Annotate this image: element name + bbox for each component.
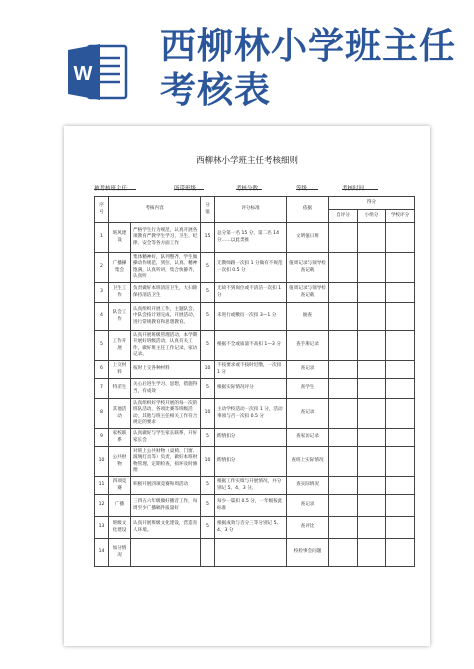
table-row bbox=[95, 253, 415, 283]
row-standard: 不按要求或不按时迟缴，一次扣 1 分 bbox=[215, 361, 287, 379]
row-basis: 抽查 bbox=[287, 303, 329, 331]
table-row bbox=[95, 361, 415, 379]
row-self-score[interactable] bbox=[329, 517, 358, 539]
time-field[interactable] bbox=[342, 184, 378, 190]
row-group-score[interactable] bbox=[358, 477, 386, 495]
table-row bbox=[95, 539, 415, 567]
row-self-score[interactable] bbox=[329, 429, 358, 447]
row-standard: 酌情扣分 bbox=[215, 429, 287, 447]
row-number: 10 bbox=[95, 447, 109, 477]
row-basis: 文明值日班 bbox=[287, 223, 329, 253]
row-self-score[interactable] bbox=[329, 477, 358, 495]
row-standard: 酌情扣分 bbox=[215, 447, 287, 477]
row-number: 8 bbox=[95, 399, 109, 429]
table-row bbox=[95, 517, 415, 539]
row-points: 5 bbox=[201, 283, 215, 303]
row-group-score[interactable] bbox=[358, 303, 386, 331]
table-row bbox=[95, 429, 415, 447]
row-school-score[interactable] bbox=[386, 495, 415, 517]
row-item: 家校联系 bbox=[109, 429, 131, 447]
row-self-score[interactable] bbox=[329, 303, 358, 331]
time-label: 考核时间 bbox=[342, 186, 365, 192]
row-number: 1 bbox=[95, 223, 109, 253]
row-points: 5 bbox=[201, 517, 215, 539]
row-standard bbox=[215, 539, 287, 567]
row-number: 7 bbox=[95, 379, 109, 399]
row-number: 9 bbox=[95, 429, 109, 447]
row-item: 广播 bbox=[109, 495, 131, 517]
row-item: 特差生 bbox=[109, 379, 131, 399]
row-standard: 无故不到岗位或不清洁一次扣 1 分 bbox=[215, 283, 287, 303]
row-item: 公共财物 bbox=[109, 447, 131, 477]
row-standard: 主动学校活动一次扣 1 分，活动事项与否一次扣 0.5 分 bbox=[215, 399, 287, 429]
banner bbox=[0, 0, 474, 122]
row-basis: 值周记录与领导检查记载 bbox=[287, 283, 329, 303]
row-item: 工作开展 bbox=[109, 331, 131, 361]
header-no: 序号 bbox=[95, 197, 109, 223]
row-standard: 未进行或敷衍一次扣 3—1 分 bbox=[215, 303, 287, 331]
class-field[interactable] bbox=[174, 184, 204, 190]
row-number: 12 bbox=[95, 495, 109, 517]
row-self-score[interactable] bbox=[329, 361, 358, 379]
row-standard: 根据不全或质量不高扣 1—3 分 bbox=[215, 331, 287, 361]
table-row bbox=[95, 477, 415, 495]
row-content bbox=[131, 539, 201, 567]
row-points: 5 bbox=[201, 303, 215, 331]
row-basis: 查家访记录 bbox=[287, 429, 329, 447]
row-group-score[interactable] bbox=[358, 253, 386, 283]
row-item: 班级文化建设 bbox=[109, 517, 131, 539]
banner-title: 西柳林小学班主任考核表 bbox=[160, 25, 457, 111]
row-number: 2 bbox=[95, 253, 109, 283]
row-item: 其他活动 bbox=[109, 399, 131, 429]
row-content: 积极开展四项竞赛和周活动 bbox=[131, 477, 201, 495]
row-number: 11 bbox=[95, 477, 109, 495]
row-self-score[interactable] bbox=[329, 495, 358, 517]
row-standard: 无教师跟一次扣 1 分做有不规范一次扣 0.5 分 bbox=[215, 253, 287, 283]
row-content: 认真组织好学校开展的每一次的班队活动，各项比赛等班级活动，其他与班主任相关工作符合规定的要求 bbox=[131, 399, 201, 429]
row-school-score[interactable] bbox=[386, 447, 415, 477]
teacher-field[interactable] bbox=[94, 184, 136, 190]
header-content: 考核内容 bbox=[109, 197, 201, 223]
row-group-score[interactable] bbox=[358, 539, 386, 567]
row-basis: 查实际情况 bbox=[287, 477, 329, 495]
row-school-score[interactable] bbox=[386, 331, 415, 361]
row-group-score[interactable] bbox=[358, 223, 386, 253]
row-basis: 查手册记录 bbox=[287, 331, 329, 361]
row-self-score[interactable] bbox=[329, 447, 358, 477]
header-self-score: 自评分 bbox=[329, 210, 358, 223]
meta-row bbox=[94, 184, 414, 196]
row-number: 13 bbox=[95, 517, 109, 539]
row-content: 按时上交各种材料 bbox=[131, 361, 201, 379]
row-school-score[interactable] bbox=[386, 379, 415, 399]
row-school-score[interactable] bbox=[386, 429, 415, 447]
row-group-score[interactable] bbox=[358, 283, 386, 303]
score-label: 考核分数 bbox=[236, 186, 259, 192]
row-group-score[interactable] bbox=[358, 361, 386, 379]
row-basis: 值周记录与领导检查记载 bbox=[287, 253, 329, 283]
row-basis: 查记录 bbox=[287, 361, 329, 379]
row-group-score[interactable] bbox=[358, 447, 386, 477]
header-group-score: 小组分 bbox=[358, 210, 386, 223]
row-self-score[interactable] bbox=[329, 283, 358, 303]
row-school-score[interactable] bbox=[386, 223, 415, 253]
header-standard: 评分标准 bbox=[215, 197, 287, 223]
row-item: 班风建设 bbox=[109, 223, 131, 253]
table-header-row bbox=[95, 197, 415, 210]
row-points: 10 bbox=[201, 447, 215, 477]
assessment-table bbox=[94, 196, 415, 567]
row-basis: 查评比 bbox=[287, 517, 329, 539]
row-school-score[interactable] bbox=[386, 477, 415, 495]
row-content: 严格学生行为规范，认真开展各项教育严教学生学习，卫生、纪律、安全等各方面工作 bbox=[131, 223, 201, 253]
row-number: 6 bbox=[95, 361, 109, 379]
row-self-score[interactable] bbox=[329, 379, 358, 399]
row-group-score[interactable] bbox=[358, 399, 386, 429]
row-points: 5 bbox=[201, 495, 215, 517]
row-number: 4 bbox=[95, 303, 109, 331]
row-number: 5 bbox=[95, 331, 109, 361]
row-self-score[interactable] bbox=[329, 539, 358, 567]
table-row bbox=[95, 331, 415, 361]
row-content: 负责做好本班清洁卫生，大扫除保持清洁卫生 bbox=[131, 283, 201, 303]
row-group-score[interactable] bbox=[358, 331, 386, 361]
row-self-score[interactable] bbox=[329, 253, 358, 283]
header-school-score: 学校评分 bbox=[386, 210, 415, 223]
table-row bbox=[95, 399, 415, 429]
row-basis: 查班上实际情况 bbox=[287, 447, 329, 477]
table-row bbox=[95, 283, 415, 303]
row-points: 5 bbox=[201, 477, 215, 495]
table-row bbox=[95, 223, 415, 253]
grade-label: 等级 bbox=[296, 186, 308, 192]
row-item: 四项竞赛 bbox=[109, 477, 131, 495]
row-item: 卫生工作 bbox=[109, 283, 131, 303]
word-icon bbox=[66, 40, 130, 104]
row-group-score[interactable] bbox=[358, 517, 386, 539]
row-number: 14 bbox=[95, 539, 109, 567]
row-basis: 校检事会问题 bbox=[287, 539, 329, 567]
row-points: 5 bbox=[201, 331, 215, 361]
row-group-score[interactable] bbox=[358, 429, 386, 447]
header-score: 得分 bbox=[329, 197, 415, 210]
word-logo-letter: W bbox=[73, 63, 93, 85]
row-points: 5 bbox=[201, 379, 215, 399]
row-content: 关心后进生学习、思想，措施得当，有成效 bbox=[131, 379, 201, 399]
teacher-label: 被考核班主任 bbox=[94, 186, 128, 192]
row-points: 15 bbox=[201, 223, 215, 253]
score-field[interactable] bbox=[236, 184, 262, 190]
row-item: 广播操集会 bbox=[109, 253, 131, 283]
row-standard: 每少一篇扣 0.5 分，一年级按此标准 bbox=[215, 495, 287, 517]
row-group-score[interactable] bbox=[358, 495, 386, 517]
row-standard: 根据成效与否分三等分别记 5、4、3 分 bbox=[215, 517, 287, 539]
header-points: 分值 bbox=[201, 197, 215, 223]
row-standard: 根据工作实绩与开展情况，并分别记 5、4、3 分。 bbox=[215, 477, 287, 495]
row-school-score[interactable] bbox=[386, 283, 415, 303]
table-row bbox=[95, 447, 415, 477]
row-basis: 查记录 bbox=[287, 399, 329, 429]
row-school-score[interactable] bbox=[386, 539, 415, 567]
table-row bbox=[95, 303, 415, 331]
header-basis: 依据 bbox=[287, 197, 329, 223]
row-points: 10 bbox=[201, 399, 215, 429]
row-item: 队会工作 bbox=[109, 303, 131, 331]
row-self-score[interactable] bbox=[329, 399, 358, 429]
row-content: 三四五六年级做好播音工作，每周至少广播稿件质量好 bbox=[131, 495, 201, 517]
table-row bbox=[95, 495, 415, 517]
row-content: 认真开展班级文化建设，营造育人环境。 bbox=[131, 517, 201, 539]
row-points: 10 bbox=[201, 361, 215, 379]
row-self-score[interactable] bbox=[329, 223, 358, 253]
document-page bbox=[64, 126, 430, 646]
row-school-score[interactable] bbox=[386, 399, 415, 429]
row-school-score[interactable] bbox=[386, 253, 415, 283]
row-basis: 查记录 bbox=[287, 495, 329, 517]
row-item: 上交材料 bbox=[109, 361, 131, 379]
row-school-score[interactable] bbox=[386, 517, 415, 539]
row-content: 对班上公共财物（桌椅、门窗、玻璃灯具等）负责，做好本班财物管理，定期检查，损坏及时修理 bbox=[131, 447, 201, 477]
table-row bbox=[95, 379, 415, 399]
row-standard: 总分第一名 15 分，第二名 14 分……以此类推 bbox=[215, 223, 287, 253]
document-title: 西柳林小学班主任考核细则 bbox=[195, 156, 298, 166]
row-group-score[interactable] bbox=[358, 379, 386, 399]
class-label: 所带班级 bbox=[174, 186, 197, 192]
grade-field[interactable] bbox=[296, 184, 318, 190]
row-self-score[interactable] bbox=[329, 331, 358, 361]
row-basis: 查学生 bbox=[287, 379, 329, 399]
row-school-score[interactable] bbox=[386, 361, 415, 379]
row-school-score[interactable] bbox=[386, 303, 415, 331]
row-points bbox=[201, 539, 215, 567]
row-points: 5 bbox=[201, 429, 215, 447]
row-points: 5 bbox=[201, 253, 215, 283]
row-standard: 根据实际情况评分 bbox=[215, 379, 287, 399]
row-content: 集体精神好，队列整齐，学生做操动作规范，到位，认真、精神饱满，认真听讲，集合快静齐，认真听 bbox=[131, 253, 201, 283]
row-content: 认真做好与学生家长联系，开好家长会 bbox=[131, 429, 201, 447]
row-item: 加分情况 bbox=[109, 539, 131, 567]
row-number: 3 bbox=[95, 283, 109, 303]
row-content: 认真组织开展工作，主题队会、中队会按计划完成，开展活动，进行常规教育和思想教育。 bbox=[131, 303, 201, 331]
row-content: 认真开展班级管理活动，本学期开展好班级活动，认真有关工作，做好班主任工作记录、家访记录。 bbox=[131, 331, 201, 361]
